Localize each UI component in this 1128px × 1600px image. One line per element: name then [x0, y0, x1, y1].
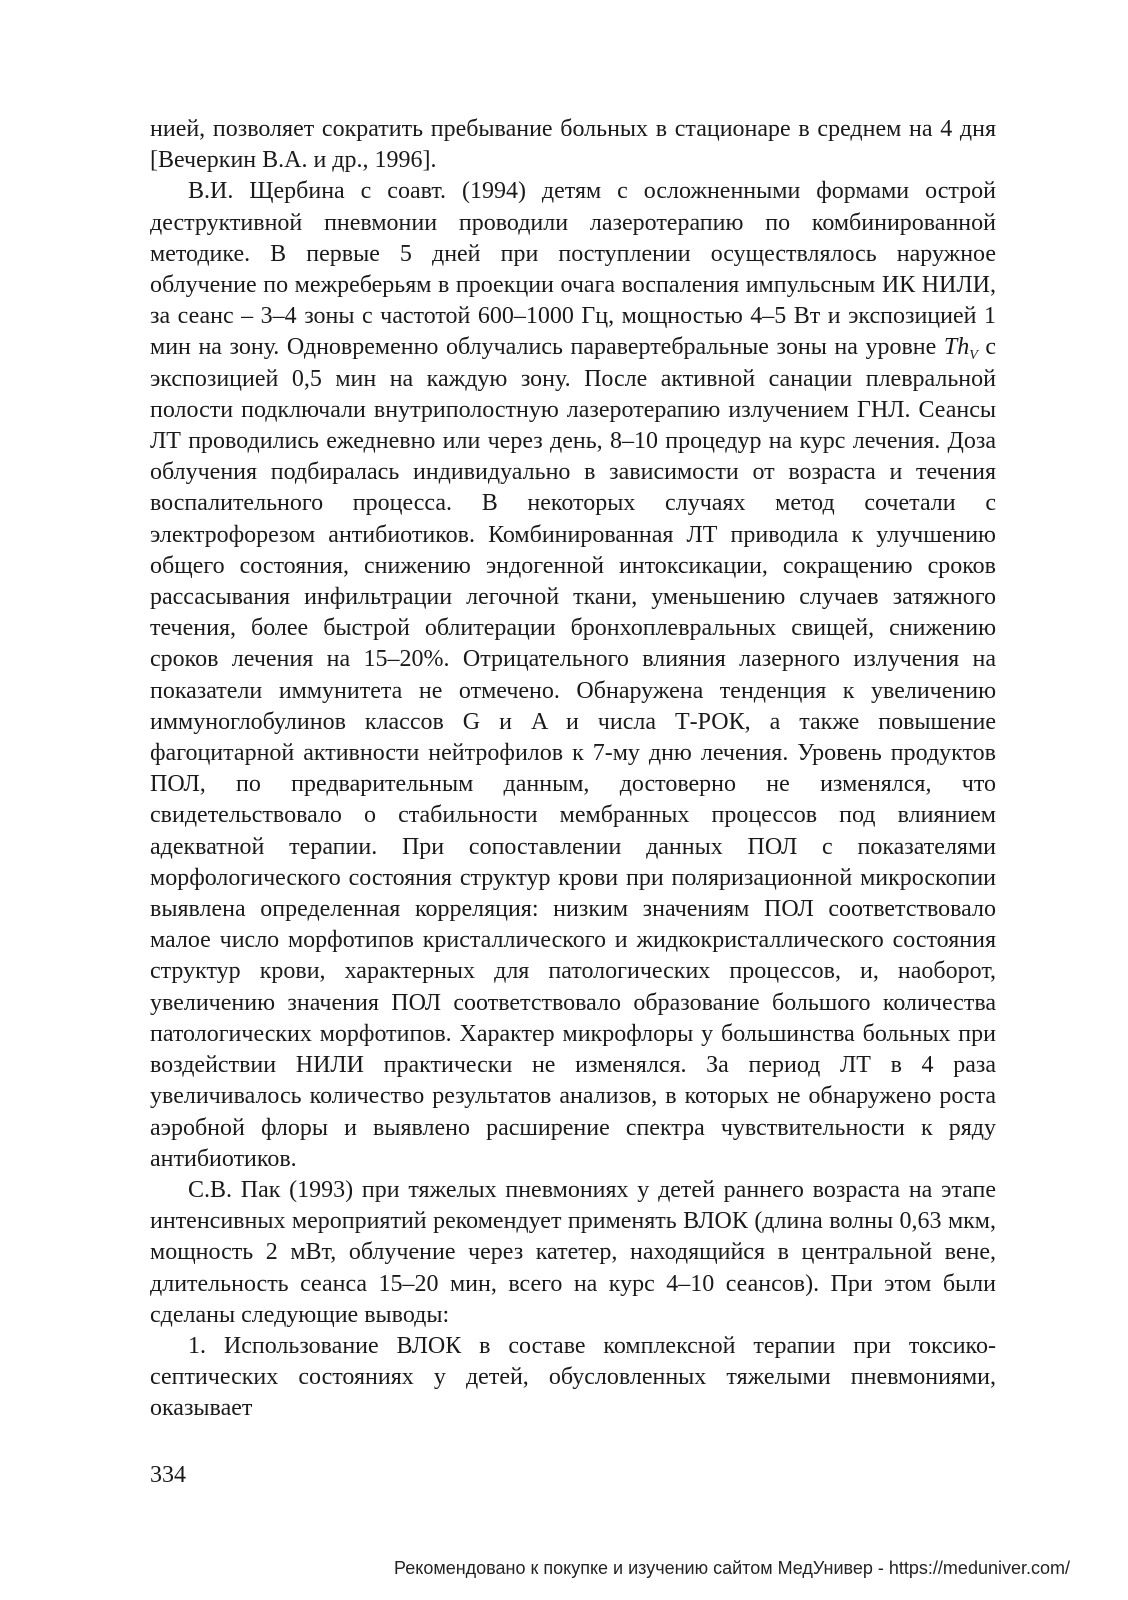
paragraph-2-before: В.И. Щербина с соавт. (1994) детям с осложненными формами острой деструктивной пневмонии проводили лазеротерапию по комбинированной методике. В первые 5 дней при поступлении осуществлялось наружное облучение по межреберьям в проекции очага воспаления импульсным ИК НИЛИ, за сеанс – 3–4 зоны с частотой 600–1000 Гц, мощностью 4–5 Вт и экспозицией 1 мин на зону. Одновременно облучались паравертебральные зоны на уровне	[150, 178, 996, 361]
paragraph-4: 1. Использование ВЛОК в составе комплексной терапии при токсико-септических состояниях у детей, обусловленных тяжелыми пневмониями, оказывает	[150, 1332, 996, 1422]
page-number: 334	[150, 1462, 186, 1488]
footer-recommendation: Рекомендовано к покупке и изучению сайтом МедУнивер - https://meduniver.com/	[394, 1558, 1070, 1578]
paragraph-1: нией, позволяет сократить пребывание больных в стационаре в среднем на 4 дня [Вечеркин В.А. и др., 1996].	[150, 116, 996, 174]
paragraph-2-after: с экспозицией 0,5 мин на каждую зону. После активной санации плевральной полости подключали внутриполостную лазеротерапию излучением ГНЛ. Сеансы ЛТ проводились ежедневно или через день, 8–10 процедур на курс лечения. Доза облучения подбиралась индивидуально в зависимости от возраста и течения воспалительного процесса. В некоторых случаях метод сочетали с электрофорезом антибиотиков. Комбинированная ЛТ приводила к улучшению общего состояния, снижению эндогенной интоксикации, сокращению сроков рассасывания инфильтрации легочной ткани, уменьшению случаев затяжного течения, более быстрой облитерации бронхоплевральных свищей, снижению сроков лечения на 15–20%. Отрицательного влияния лазерного излучения на показатели иммунитета не отмечено. Обнаружена тенденция к увеличению иммуноглобулинов классов G и A и числа Т-РОК, а также повышение фагоцитарной активности нейтрофилов к 7-му дню лечения. Уровень продуктов ПОЛ, по предварительным данным, достоверно не изменялся, что свидетельствовало о стабильности мембранных процессов под влиянием адекватной терапии. При сопоставлении данных ПОЛ с показателями морфологического состояния структур крови при поляризационной микроскопии выявлена определенная корреляция: низким значениям ПОЛ соответствовало малое число морфотипов кристаллического и жидкокристаллического состояния структур крови, характерных для патологических процессов, и, наоборот, увеличению значения ПОЛ соответствовало образование большого количества патологических морфотипов. Характер микрофлоры у большинства больных при воздействии НИЛИ практически не изменялся. За период ЛТ в 4 раза увеличивалось количество результатов анализов, в которых не обнаружено роста аэробной флоры и выявлено расширение спектра чувствительности к ряду антибиотиков.	[150, 334, 997, 1172]
paragraph-2	[150, 176, 996, 1175]
th-vertebra-label: $Th_V$	[943, 334, 978, 364]
th-vertebra-subscript: V	[969, 348, 978, 364]
page-body	[150, 114, 996, 1425]
paragraph-3: С.В. Пак (1993) при тяжелых пневмониях у детей раннего возраста на этапе интенсивных мероприятий рекомендует применять ВЛОК (длина волны 0,63 мкм, мощность 2 мВт, облучение через катетер, находящийся в центральной вене, длительность сеанса 15–20 мин, всего на курс 4–10 сеансов). При этом были сделаны следующие выводы:	[150, 1176, 996, 1328]
